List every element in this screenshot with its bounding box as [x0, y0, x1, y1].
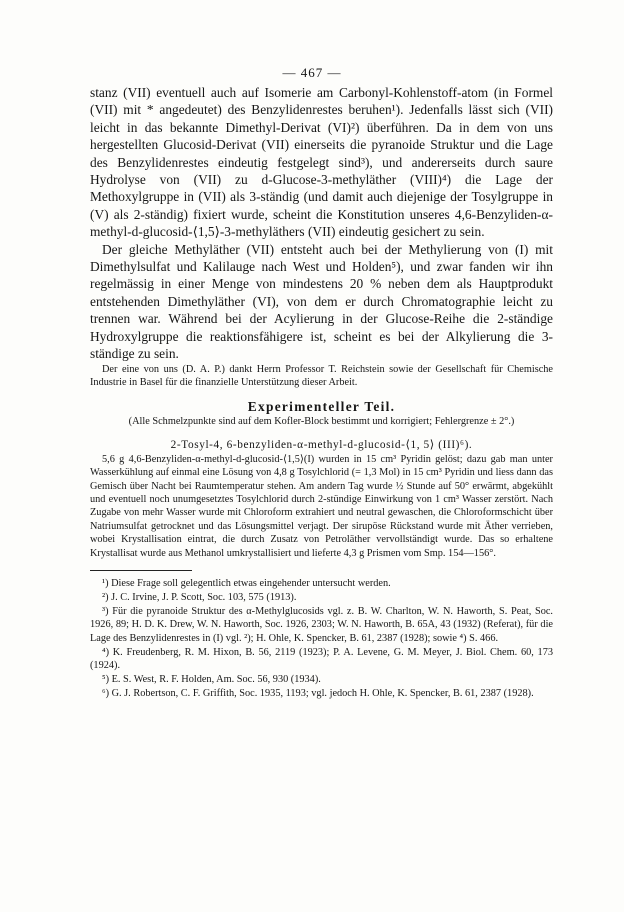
procedure-paragraph: 5,6 g 4,6-Benzyliden-α-methyl-d-glucosid-⟨1,5⟩(I) wurden in 15 cm³ Pyridin gelöst; dazu gab man unter Wasserkühlung auf einmal eine Lösung von 4,8 g Tosylchlorid (= 1,3 Mol) in 15 cm³ Pyridin und liess dann das Gemisch über Nacht bei Raumtemperatur stehen. Am andern Tag wurde ½ Stunde auf 50° erwärmt, abgekühlt und eventuell noch unumgesetztes Tosylchlorid durch 2-stündige Einwirkung von 1 cm³ Wasser zerstört. Nach Zugabe von mehr Wasser wurde mit Chloroform extrahiert und neutral gewaschen, die Chloroformschicht über Natriumsulfat getrocknet und das Lösungsmittel verjagt. Der sirupöse Rückstand wurde mit Äther verrieben, wobei Krystallisation eintrat, die durch Zusatz von Petroläther vervollständigt wurde. Das so erhaltene Krystallisat wurde aus Methanol umkrystallisiert und lieferte 4,3 g Prismen vom Smp. 154—156°. — [90, 453, 553, 559]
footnote-6: ⁶) G. J. Robertson, C. F. Griffith, Soc. 1935, 1193; vgl. jedoch H. Ohle, K. Spencker, B. 61, 2387 (1928). — [102, 687, 534, 699]
footnote-4: ⁴) K. Freudenberg, R. M. Hixon, B. 56, 2119 (1923); P. A. Levene, G. M. Meyer, J. Biol. Chem. 60, 173 (1924). — [90, 646, 553, 671]
section-heading: Experimenteller Teil. — [247, 399, 396, 415]
compound-title: 2-Tosyl-4, 6-benzyliden-α-methyl-d-glucosid-⟨1, 5⟩ (III)⁶). — [170, 438, 473, 451]
melting-point-note: (Alle Schmelzpunkte sind auf dem Kofler-Block bestimmt und korrigiert; Fehlergrenze ± 2°.) — [128, 416, 515, 428]
footnote-3: ³) Für die pyranoide Struktur des α-Methylglucosids vgl. z. B. W. Charlton, W. N. Haworth, S. Peat, Soc. 1926, 89; H. D. K. Drew, W. N. Haworth, Soc. 1926, 2303; W. N. Haworth, B. 65A, 43 (1932) (Referat), für die Lage des Benzylidenrestes in (I) vgl. ²); H. Ohle, K. Spencker, B. 61, 2387 (1928); sowie ⁴) S. 466. — [90, 605, 553, 644]
footnote-1: ¹) Diese Frage soll gelegentlich etwas eingehender untersucht werden. — [102, 577, 391, 589]
footnote-5: ⁵) E. S. West, R. F. Holden, Am. Soc. 56, 930 (1934). — [102, 673, 321, 685]
acknowledgement: Der eine von uns (D. A. P.) dankt Herrn Professor T. Reichstein sowie der Gesellschaft für Chemische Industrie in Basel für die finanzielle Unterstützung dieser Arbeit. — [90, 363, 553, 388]
body-paragraph-2: Der gleiche Methyläther (VII) entsteht auch bei der Methylierung von (I) mit Dimethylsulfat und Kalilauge nach West und Holden⁵), und zwar fanden wir ihn regelmässig in einer Menge von mindestens 20 % neben dem als Hauptprodukt entstehenden Dimethyläther (VI), von dem er durch Chromatographie leicht zu trennen war. Während bei der Acylierung in der Glucose-Reihe die 2-ständige Hydroxylgruppe die reaktionsfähigere ist, scheint es bei der Alkylierung die 3-ständige zu sein. — [90, 241, 553, 362]
footnote-divider — [90, 570, 192, 571]
page-number: — 467 — — [282, 65, 342, 80]
body-paragraph-1: stanz (VII) eventuell auch auf Isomerie am Carbonyl-Kohlenstoff-atom (in Formel (VII) mit * angedeutet) des Benzylidenrestes beruhen¹). Jedenfalls lässt sich (VII) leicht in das bekannte Dimethyl-Derivat (VI)²) überführen. Da in dem von uns hergestellten Glucosid-Derivat (VII) einerseits die pyranoide Struktur und die Lage des Benzylidenrestes eindeutig festgelegt sind³), und andererseits durch saure Hydrolyse von (VII) zu d-Glucose-3-methyläther (VIII)⁴) die Lage der Methoxylgruppe in (VII) als 3-ständig (und damit auch diejenige der Tosylgruppe in (V) als 2-ständig) fixiert wurde, scheint die Konstitution unseres 4,6-Benzyliden-α-methyl-d-glucosid-⟨1,5⟩-3-methyläthers (VII) eindeutig gesichert zu sein. — [90, 85, 553, 240]
footnote-2: ²) J. C. Irvine, J. P. Scott, Soc. 103, 575 (1913). — [102, 591, 297, 603]
footnotes — [90, 577, 553, 700]
main-text — [90, 84, 553, 701]
